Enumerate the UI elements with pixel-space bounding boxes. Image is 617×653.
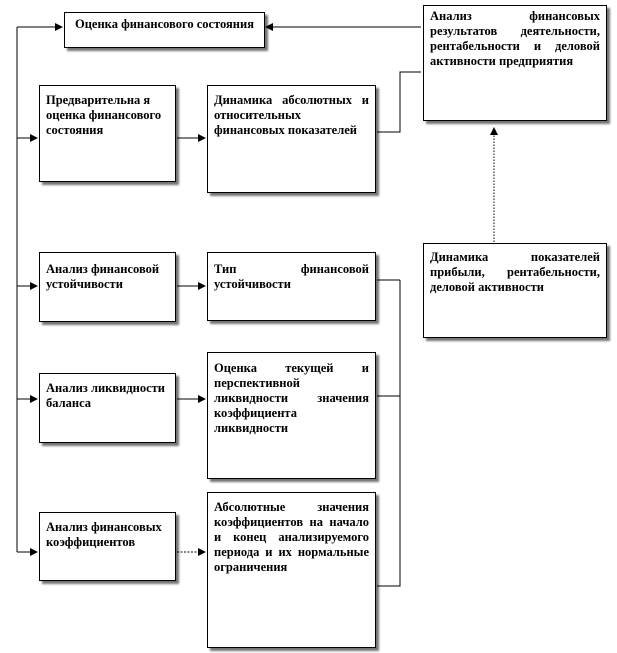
ratios-analysis-text: Анализ финансовых коэффициентов [46, 520, 162, 549]
dynamics-abs-text: Динамика абсолютных и относительных финансовых показателей [214, 93, 369, 137]
dynamics-abs-box [207, 85, 376, 193]
liquidity-eval-box [207, 352, 376, 479]
stability-analysis-box [39, 252, 176, 322]
stability-type-text: Тип финансовой устойчивости [214, 262, 369, 291]
ratios-analysis-box [39, 512, 176, 581]
profit-dynamics-box [423, 243, 607, 338]
prelim-box [39, 85, 176, 182]
liquidity-eval-text: Оценка текущей и перспективной ликвидности значения коэффициента ликвидности [214, 361, 369, 435]
profit-dynamics-text: Динамика показателей прибыли, рентабельности, деловой активности [430, 250, 600, 294]
ratios-values-box [207, 492, 376, 648]
prelim-text: Предварительна я оценка финансового состояния [46, 93, 162, 137]
liquidity-analysis-text: Анализ ликвидности баланса [46, 381, 165, 410]
liquidity-analysis-box [39, 373, 176, 443]
fin-state-text: Оценка финансового состояния [75, 17, 254, 31]
line-right-bracket [377, 280, 400, 586]
ratios-values-text: Абсолютные значения коэффициентов на начало и конец анализируемого периода и их нормальные ограничения [214, 500, 369, 574]
fin-results-box [423, 5, 607, 121]
line-dynamics-to-results [377, 72, 421, 132]
fin-results-text: Анализ финансовых результатов деятельности, рентабельности и деловой активности предприятия [430, 9, 600, 68]
stability-type-box [207, 252, 376, 321]
fin-state-box [64, 12, 265, 48]
stability-analysis-text: Анализ финансовой устойчивости [46, 262, 160, 291]
